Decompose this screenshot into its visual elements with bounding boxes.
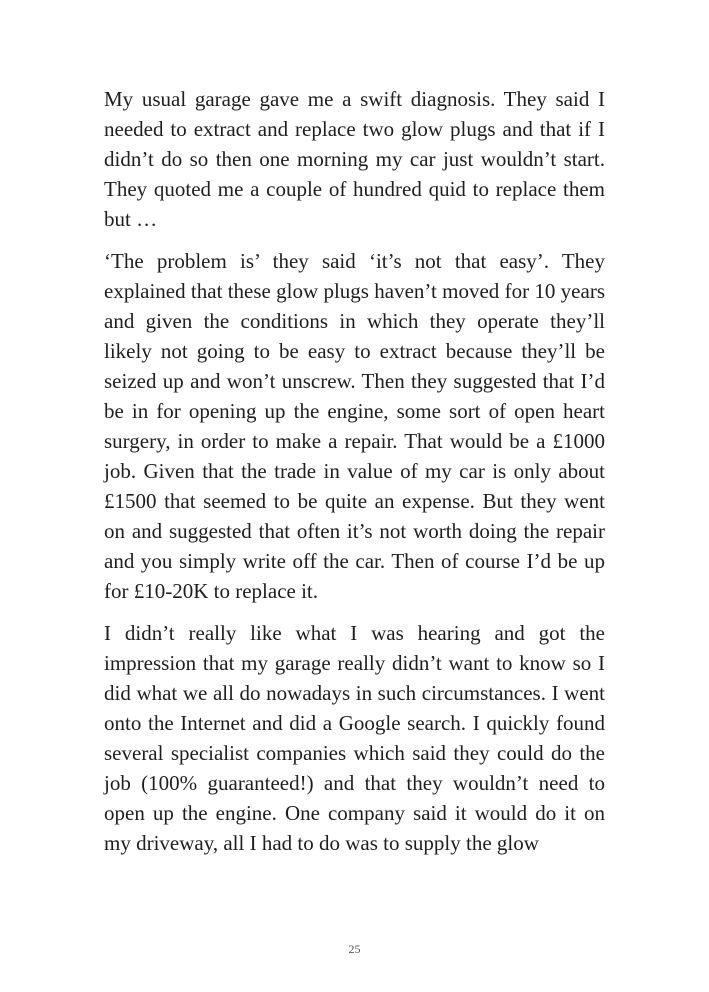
paragraph-garage-diagnosis: My usual garage gave me a swift diagnosis. They said I needed to extract and replace two glow plugs and that if I didn’t do so then one morning my car just wouldn’t start. They quoted me a couple of hundred quid to replace them but … (104, 87, 605, 231)
paragraph-problem-explanation: ‘The problem is’ they said ‘it’s not that easy’. They explained that these glow plugs haven’t moved for 10 years and given the conditions in which they operate they’ll likely not going to be easy to extract because they’ll be seized up and won’t unscrew. Then they suggested that I’d be in for opening up the engine, some sort of open heart surgery, in order to make a repair. That would be a £1000 job. Given that the trade in value of my car is only about £1500 that seemed to be quite an expense. But they went on and suggested that often it’s not worth doing the repair and you simply write off the car. Then of course I’d be up for £10-20K to replace it. (104, 249, 605, 603)
paragraph-internet-search: I didn’t really like what I was hearing and got the impression that my garage really didn’t want to know so I did what we all do nowadays in such circumstances. I went onto the Internet and did a Google search. I quickly found several specialist companies which said they could do the job (100% guaranteed!) and that they wouldn’t need to open up the engine. One company said it would do it on my driveway, all I had to do was to supply the glow (104, 621, 605, 855)
page-number: 25 (348, 942, 361, 956)
body-text (104, 84, 605, 870)
